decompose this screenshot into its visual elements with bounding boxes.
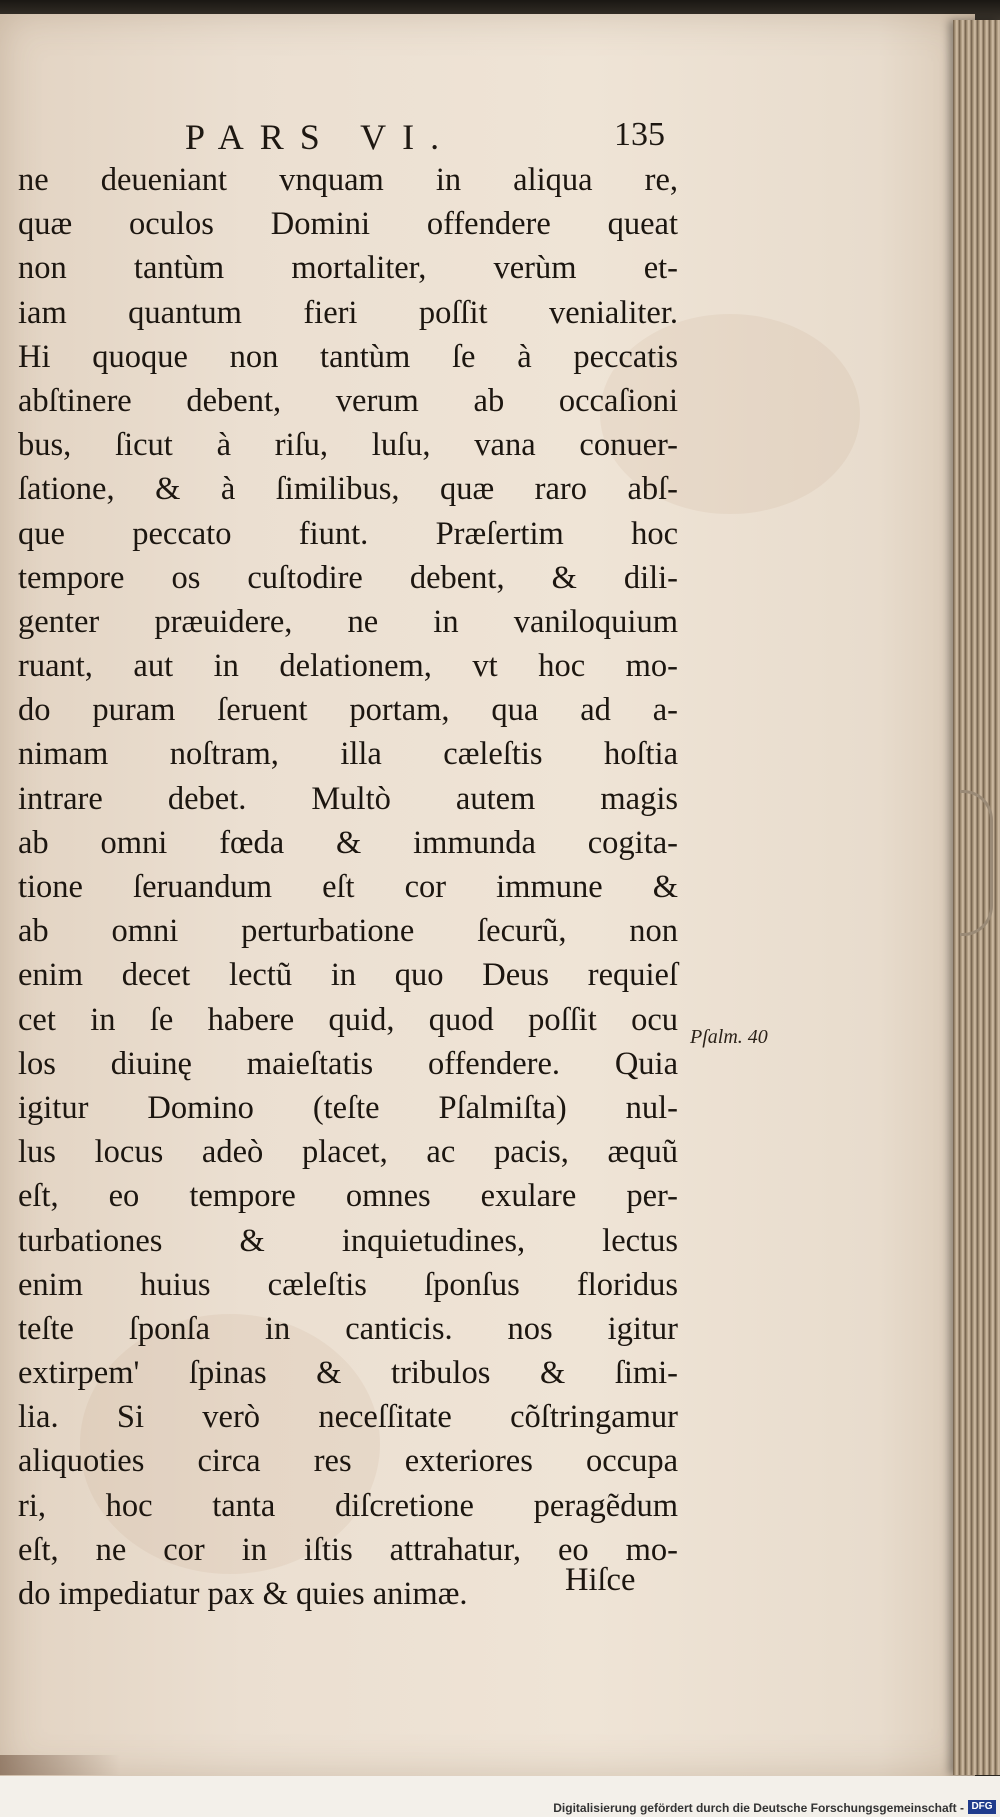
text-line: ab omni perturbatione ſecurũ, non <box>18 913 678 950</box>
text-line: ne deueniant vnquam in aliqua re, <box>18 162 678 198</box>
margin-note: Pſalm. 40 <box>690 1026 768 1048</box>
text-line: iam quantum fieri poſſit venialiter. <box>18 294 678 331</box>
text-line: lus locus adeò placet, ac pacis, æquũ <box>18 1134 678 1171</box>
text-line: ruant, aut in delationem, vt hoc mo- <box>18 648 678 685</box>
text-line: los diuinę maieſtatis offendere. Quia <box>18 1045 678 1082</box>
book-clasp <box>960 790 993 936</box>
text-line: tempore os cuſtodire debent, & dili- <box>18 559 678 596</box>
text-line: teſte ſponſa in canticis. nos igitur <box>18 1310 678 1347</box>
text-line: do puram ſeruent portam, qua ad a- <box>18 692 678 729</box>
text-line: ab omni fœda & immunda cogita- <box>18 824 678 861</box>
text-line: eſt, eo tempore omnes exulare per- <box>18 1178 678 1215</box>
text-line: nimam noſtram, illa cæleſtis hoſtia <box>18 736 678 773</box>
page-header <box>185 116 665 160</box>
text-line: eſt, ne cor in iſtis attrahatur, eo mo- <box>18 1531 678 1568</box>
text-line: quæ oculos Domini offendere queat <box>18 206 678 243</box>
text-line: do impediatur pax & quies animæ. <box>18 1576 468 1612</box>
text-line: lia. Si verò neceſſitate cõſtringamur <box>18 1399 678 1436</box>
dfg-logo: DFG <box>968 1800 996 1814</box>
text-line: bus, ſicut à riſu, luſu, vana conuer- <box>18 427 678 464</box>
text-line: ri, hoc tanta diſcretione peragẽdum <box>18 1487 678 1524</box>
text-line: genter præuidere, ne in vaniloquium <box>18 603 678 640</box>
text-line: ſatione, & à ſimilibus, quæ raro abſ- <box>18 471 678 508</box>
text-line: non tantùm mortaliter, verùm et- <box>18 250 678 287</box>
text-line: extirpem' ſpinas & tribulos & ſimi- <box>18 1355 678 1392</box>
text-line: abſtinere debent, verum ab occaſioni <box>18 382 678 419</box>
digitization-notice: Digitalisierung gefördert durch die Deutsche Forschungsgemeinschaft - <box>553 1801 964 1815</box>
text-line: tione ſeruandum eſt cor immune & <box>18 869 678 905</box>
running-head: PARS VI. <box>185 117 456 157</box>
page-number: 135 <box>614 116 665 153</box>
bottom-smudge <box>0 1755 120 1775</box>
text-line: cet in ſe habere quid, quod poſſit ocu <box>18 1001 678 1038</box>
text-line: enim decet lectũ in quo Deus requieſ <box>18 957 678 994</box>
text-line: Hi quoque non tantùm ſe à peccatis <box>18 338 678 375</box>
text-line: intrare debet. Multò autem magis <box>18 780 678 817</box>
text-line: turbationes & inquietudines, lectus <box>18 1222 678 1259</box>
text-line: enim huius cæleſtis ſponſus floridus <box>18 1266 678 1303</box>
body-text <box>18 158 678 1616</box>
text-line: que peccato fiunt. Præſertim hoc <box>18 515 678 552</box>
text-line: aliquoties circa res exteriores occupa <box>18 1443 678 1480</box>
text-line: igitur Domino (teſte Pſalmiſta) nul- <box>18 1089 678 1126</box>
catchword: Hiſce <box>565 1562 636 1598</box>
